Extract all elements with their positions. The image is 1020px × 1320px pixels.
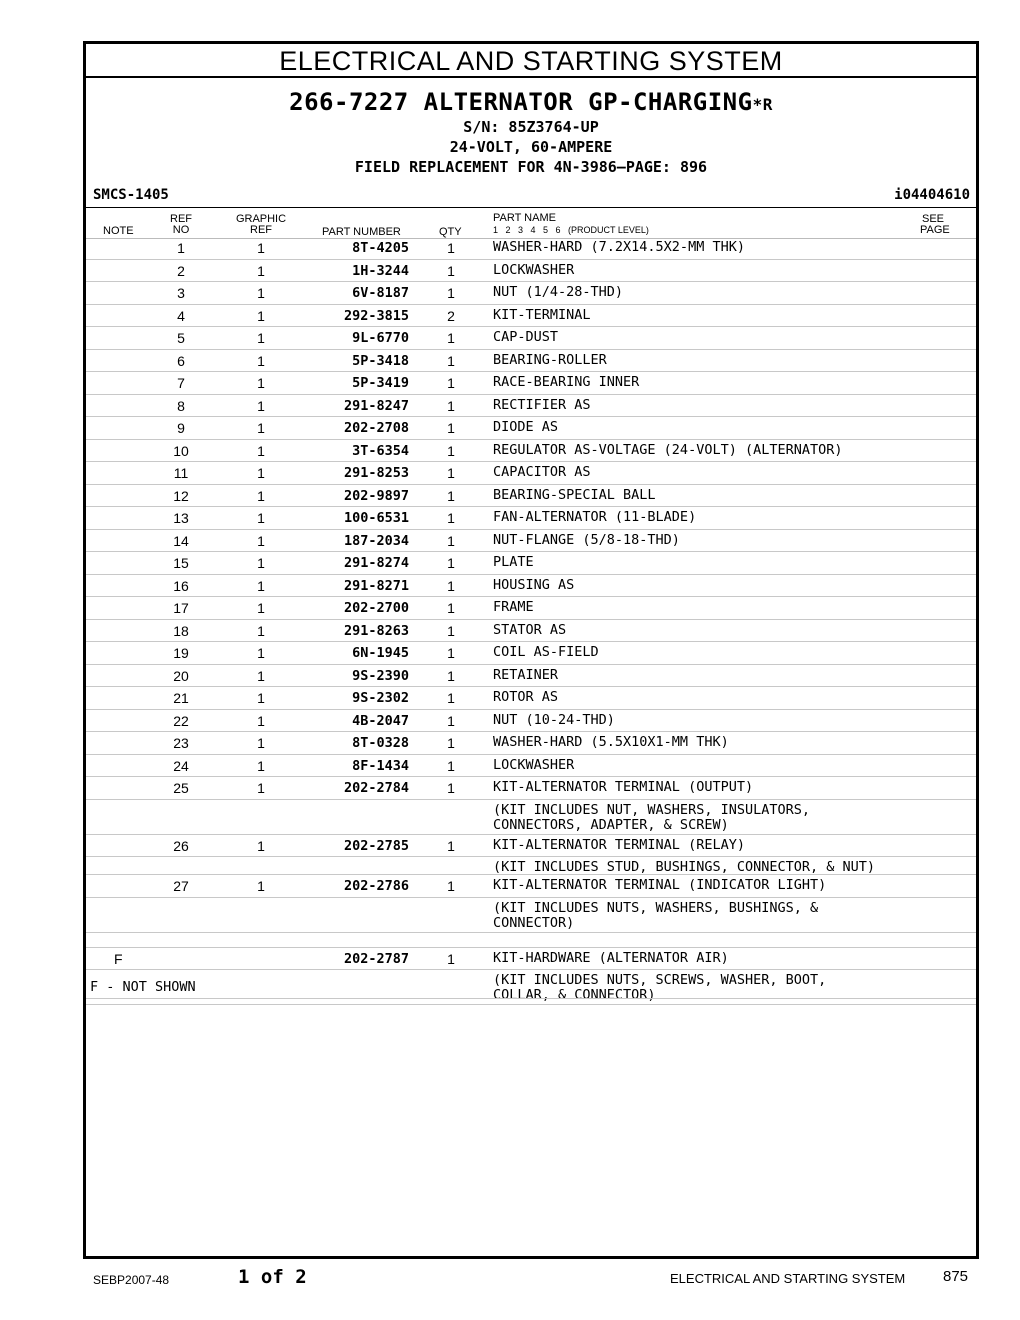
part-number-cell: 291-8247: [343, 397, 409, 414]
ref-no-cell: 5: [177, 330, 185, 346]
qty-cell: 1: [447, 465, 455, 481]
part-number-cell: 5P-3418: [352, 352, 409, 369]
system-title: ELECTRICAL AND STARTING SYSTEM: [86, 44, 976, 78]
part-number-cell: 8T-0328: [352, 735, 409, 751]
part-name-cell: (KIT INCLUDES NUTS, SCREWS, WASHER, BOOT, COLLAR, & CONNECTOR): [493, 972, 827, 1003]
part-name-cell: KIT-ALTERNATOR TERMINAL (INDICATOR LIGHT): [493, 877, 827, 893]
part-number-cell: 9L-6770: [352, 330, 409, 346]
part-number-cell: 6V-8187: [352, 285, 409, 301]
graphic-ref-cell: 1: [257, 878, 265, 894]
qty-cell: 1: [447, 262, 455, 279]
table-row: [86, 552, 976, 575]
table-row: [86, 395, 976, 418]
qty-cell: 1: [447, 690, 455, 706]
parts-table: [86, 237, 976, 1005]
qty-cell: 1: [447, 397, 455, 414]
part-name-cell: LOCKWASHER: [493, 261, 575, 278]
part-name-cell: RETAINER: [493, 666, 559, 683]
graphic-ref-cell: 1: [257, 600, 265, 616]
table-row: [86, 530, 976, 553]
part-name-cell: PLATE: [493, 554, 534, 570]
graphic-ref-cell: 1: [257, 690, 265, 706]
qty-cell: 1: [447, 330, 455, 346]
footer-page-of: 1 of 2: [238, 1266, 307, 1288]
part-number-cell: 1H-3244: [352, 262, 409, 279]
part-number-cell: 8F-1434: [352, 757, 409, 774]
graphic-ref-cell: 1: [257, 420, 265, 436]
part-number-cell: 202-2787: [343, 950, 409, 967]
table-row: [86, 933, 976, 948]
part-name-cell: COIL AS-FIELD: [493, 644, 599, 660]
notes-divider: [86, 998, 976, 999]
graphic-ref-cell: 1: [257, 352, 265, 369]
table-row: [86, 305, 976, 328]
header-graphic-bottom: REF: [250, 224, 272, 236]
table-row: [86, 507, 976, 530]
part-name-cell: KIT-HARDWARE (ALTERNATOR AIR): [493, 949, 729, 966]
qty-cell: 2: [447, 307, 455, 324]
table-row: [86, 440, 976, 463]
part-number-cell: 291-8274: [343, 555, 409, 571]
ref-no-cell: 8: [177, 397, 185, 414]
part-number-cell: 187-2034: [343, 532, 409, 549]
table-row: [86, 642, 976, 665]
graphic-ref-cell: 1: [257, 577, 265, 594]
footer-system-name: ELECTRICAL AND STARTING SYSTEM: [670, 1271, 906, 1286]
table-row: [86, 462, 976, 485]
qty-cell: 1: [447, 285, 455, 301]
ref-no-cell: 17: [173, 600, 189, 616]
header-see-bottom: PAGE: [920, 224, 950, 236]
part-number-cell: 292-3815: [343, 307, 409, 324]
ref-no-cell: 18: [173, 622, 189, 639]
graphic-ref-cell: 1: [257, 667, 265, 684]
header-note: NOTE: [103, 225, 134, 237]
table-row: [86, 687, 976, 710]
graphic-ref-cell: 1: [257, 262, 265, 279]
qty-cell: 1: [447, 712, 455, 729]
qty-cell: 1: [447, 420, 455, 436]
table-row: [86, 597, 976, 620]
ref-no-cell: 3: [177, 285, 185, 301]
graphic-ref-cell: 1: [257, 622, 265, 639]
part-number-cell: 8T-4205: [352, 240, 409, 256]
table-row: [86, 327, 976, 350]
part-name-cell: LOCKWASHER: [493, 756, 575, 773]
part-name-cell: RECTIFIER AS: [493, 396, 591, 413]
graphic-ref-cell: 1: [257, 307, 265, 324]
table-row: [86, 898, 976, 933]
qty-cell: 1: [447, 352, 455, 369]
graphic-ref-cell: 1: [257, 645, 265, 661]
part-name-cell: REGULATOR AS-VOLTAGE (24-VOLT) (ALTERNATOR): [493, 441, 843, 458]
table-row: [86, 282, 976, 305]
part-number-cell: 202-2784: [343, 780, 409, 796]
ref-no-cell: 11: [173, 465, 189, 481]
table-row: [86, 732, 976, 755]
table-row: [86, 948, 976, 971]
graphic-ref-cell: 1: [257, 757, 265, 774]
table-row: [86, 857, 976, 875]
graphic-ref-cell: 1: [257, 330, 265, 346]
qty-cell: 1: [447, 375, 455, 391]
part-number-cell: 6N-1945: [352, 645, 409, 661]
table-row: [86, 417, 976, 440]
table-header: [86, 207, 976, 239]
header-graphic-top: GRAPHIC: [235, 213, 287, 225]
qty-cell: 1: [447, 487, 455, 504]
table-row: [86, 835, 976, 858]
ref-no-cell: 1: [177, 240, 185, 256]
part-name-cell: (KIT INCLUDES NUT, WASHERS, INSULATORS, CONNECTORS, ADAPTER, & SCREW): [493, 801, 810, 833]
table-row: [86, 260, 976, 283]
header-product-level: 1 2 3 4 5 6 (PRODUCT LEVEL): [493, 225, 649, 235]
graphic-ref-cell: 1: [257, 780, 265, 796]
qty-cell: 1: [447, 780, 455, 796]
ref-no-cell: 13: [173, 510, 189, 526]
qty-cell: 1: [447, 532, 455, 549]
qty-cell: 1: [447, 555, 455, 571]
part-name-cell: (KIT INCLUDES STUD, BUSHINGS, CONNECTOR, & NUT): [493, 859, 876, 875]
part-name-cell: BEARING-ROLLER: [493, 351, 607, 368]
part-name-cell: WASHER-HARD (7.2X14.5X2-MM THK): [493, 239, 745, 255]
note-cell: F: [114, 950, 123, 967]
part-name-cell: BEARING-SPECIAL BALL: [493, 486, 656, 503]
part-number-cell: 202-9897: [343, 487, 409, 504]
table-row: [86, 970, 976, 1005]
part-number-cell: 291-8253: [343, 465, 409, 481]
qty-cell: 1: [447, 878, 455, 894]
part-number-cell: 291-8263: [343, 622, 409, 639]
ref-no-cell: 15: [173, 555, 189, 571]
table-row: [86, 755, 976, 778]
part-name-cell: KIT-ALTERNATOR TERMINAL (RELAY): [493, 836, 745, 853]
part-name-cell: DIODE AS: [493, 419, 559, 435]
ref-no-cell: 14: [173, 532, 189, 549]
part-number-cell: 4B-2047: [352, 712, 409, 729]
ref-no-cell: 23: [173, 735, 189, 751]
qty-cell: 1: [447, 645, 455, 661]
table-row: [86, 800, 976, 835]
header-qty: QTY: [439, 226, 462, 238]
part-name-cell: HOUSING AS: [493, 576, 575, 593]
graphic-ref-cell: 1: [257, 510, 265, 526]
part-name-cell: STATOR AS: [493, 621, 567, 638]
ref-no-cell: 12: [173, 487, 189, 504]
header-see-top: SEE: [922, 213, 945, 225]
qty-cell: 1: [447, 950, 455, 967]
footer-document-number: SEBP2007-48: [93, 1273, 170, 1287]
part-number-cell: 5P-3419: [352, 375, 409, 391]
part-name-cell: RACE-BEARING INNER: [493, 374, 640, 390]
serial-number: S/N: 85Z3764-UP: [463, 118, 599, 136]
graphic-ref-cell: 1: [257, 735, 265, 751]
rating: 24-VOLT, 60-AMPERE: [449, 138, 613, 156]
part-name-cell: KIT-TERMINAL: [493, 306, 591, 323]
graphic-ref-cell: 1: [257, 837, 265, 854]
smcs-code: SMCS-1405: [93, 187, 169, 203]
ref-no-cell: 16: [173, 577, 189, 594]
header-part-name: PART NAME: [493, 212, 556, 224]
table-row: [86, 237, 976, 260]
notes-text: F - NOT SHOWN: [90, 979, 196, 995]
qty-cell: 1: [447, 757, 455, 774]
part-name-cell: NUT (10-24-THD): [493, 711, 615, 728]
ref-no-cell: 6: [177, 352, 185, 369]
part-name-cell: (KIT INCLUDES NUTS, WASHERS, BUSHINGS, & CONNECTOR): [493, 899, 819, 931]
ref-no-cell: 27: [173, 878, 189, 894]
ref-no-cell: 22: [173, 712, 189, 729]
qty-cell: 1: [447, 837, 455, 854]
table-row: [86, 777, 976, 800]
group-title-suffix: *R: [752, 95, 773, 114]
header-ref-bottom: NO: [172, 224, 190, 236]
part-number-cell: 100-6531: [343, 510, 409, 526]
part-name-cell: ROTOR AS: [493, 689, 559, 705]
ref-no-cell: 20: [173, 667, 189, 684]
qty-cell: 1: [447, 600, 455, 616]
part-number-cell: 3T-6354: [352, 442, 409, 459]
ref-no-cell: 26: [173, 837, 189, 854]
table-row: [86, 485, 976, 508]
part-number-cell: 202-2785: [343, 837, 409, 854]
table-row: [86, 665, 976, 688]
part-number-cell: 9S-2390: [352, 667, 409, 684]
ref-no-cell: 7: [177, 375, 185, 391]
graphic-ref-cell: 1: [257, 375, 265, 391]
ref-no-cell: 19: [173, 645, 189, 661]
field-replacement: FIELD REPLACEMENT FOR 4N-3986—PAGE: 896: [354, 158, 708, 176]
table-row: [86, 620, 976, 643]
table-row: [86, 710, 976, 733]
graphic-ref-cell: 1: [257, 465, 265, 481]
part-name-cell: CAP-DUST: [493, 329, 559, 345]
part-name-cell: KIT-ALTERNATOR TERMINAL (OUTPUT): [493, 779, 754, 795]
header-part-number: PART NUMBER: [322, 226, 401, 238]
graphic-ref-cell: 1: [257, 285, 265, 301]
part-number-cell: 202-2708: [343, 420, 409, 436]
qty-cell: 1: [447, 240, 455, 256]
part-name-cell: FAN-ALTERNATOR (11-BLADE): [493, 509, 697, 525]
table-row: [86, 372, 976, 395]
parts-page-frame: [83, 41, 979, 1259]
qty-cell: 1: [447, 735, 455, 751]
part-name-cell: FRAME: [493, 599, 534, 615]
ref-no-cell: 25: [173, 780, 189, 796]
qty-cell: 1: [447, 622, 455, 639]
ref-no-cell: 2: [177, 262, 185, 279]
part-number-cell: 291-8271: [343, 577, 409, 594]
document-id: i04404610: [894, 187, 970, 203]
qty-cell: 1: [447, 667, 455, 684]
graphic-ref-cell: 1: [257, 712, 265, 729]
qty-cell: 1: [447, 577, 455, 594]
ref-no-cell: 24: [173, 757, 189, 774]
table-row: [86, 350, 976, 373]
graphic-ref-cell: 1: [257, 487, 265, 504]
graphic-ref-cell: 1: [257, 397, 265, 414]
footer-page-number: 875: [943, 1268, 969, 1285]
part-name-cell: NUT-FLANGE (5/8-18-THD): [493, 531, 680, 548]
part-number-cell: 202-2786: [343, 878, 409, 894]
graphic-ref-cell: 1: [257, 240, 265, 256]
qty-cell: 1: [447, 442, 455, 459]
graphic-ref-cell: 1: [257, 555, 265, 571]
header-ref-top: REF: [170, 213, 192, 225]
part-name-cell: NUT (1/4-28-THD): [493, 284, 624, 300]
ref-no-cell: 10: [173, 442, 189, 459]
graphic-ref-cell: 1: [257, 442, 265, 459]
part-name-cell: CAPACITOR AS: [493, 464, 591, 480]
table-row: [86, 575, 976, 598]
ref-no-cell: 21: [173, 690, 189, 706]
graphic-ref-cell: 1: [257, 532, 265, 549]
group-title: [86, 88, 976, 119]
part-number-cell: 202-2700: [343, 600, 409, 616]
group-title-text: 266-7227 ALTERNATOR GP-CHARGING: [289, 88, 753, 116]
part-name-cell: WASHER-HARD (5.5X10X1-MM THK): [493, 734, 729, 750]
qty-cell: 1: [447, 510, 455, 526]
ref-no-cell: 4: [177, 307, 185, 324]
table-row: [86, 875, 976, 898]
ref-no-cell: 9: [177, 420, 185, 436]
part-number-cell: 9S-2302: [352, 690, 409, 706]
